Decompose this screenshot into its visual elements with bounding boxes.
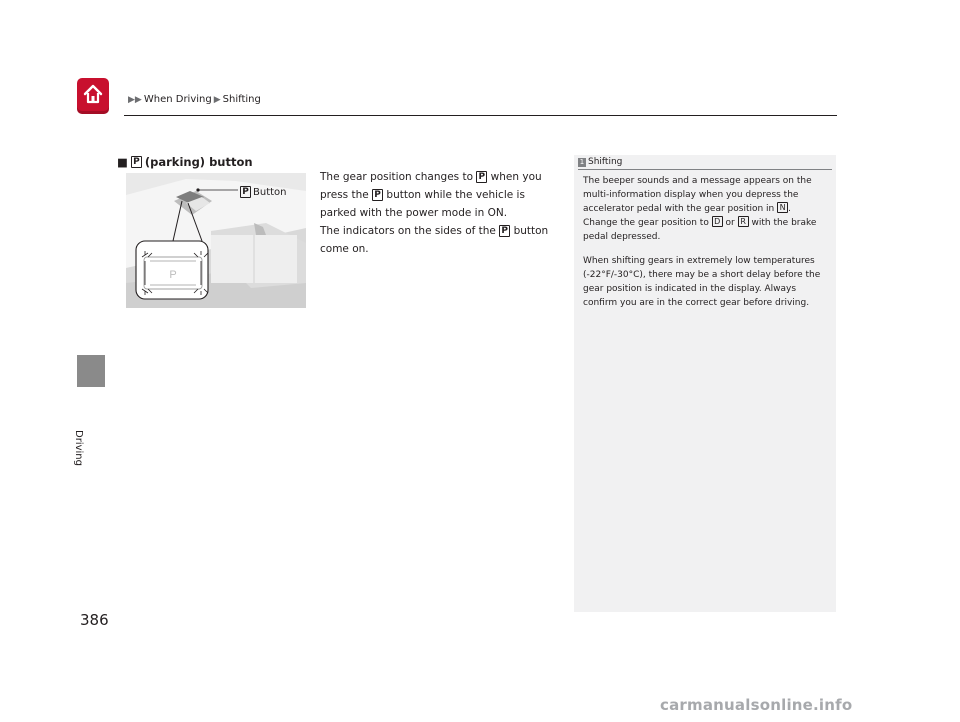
square-bullet-icon: ■ — [117, 155, 128, 169]
note-text-run: with the brake pedal depressed. — [583, 218, 817, 242]
header-divider — [124, 115, 837, 116]
note-body — [583, 174, 828, 320]
note-title-text: Shifting — [588, 157, 623, 167]
callout-text: Button — [253, 186, 287, 198]
breadcrumb-link-shifting[interactable]: Shifting — [222, 94, 261, 105]
breadcrumb-arrow-icon: ▶▶ — [128, 94, 142, 105]
body-text-run: press the — [320, 189, 373, 201]
n-key-glyph: N — [777, 202, 788, 213]
body-line — [320, 168, 560, 186]
section-tab-label: Driving — [73, 430, 84, 466]
body-line — [320, 186, 560, 204]
r-key-glyph: R — [738, 216, 749, 227]
body-text-run: button — [510, 225, 549, 237]
section-heading-text: (parking) button — [144, 155, 253, 169]
note-paragraph: When shifting gears in extremely low temperatures (-22°F/-30°C), there may be a short delay before the gear position is indicated in the display. Always confirm you are in the correct gear before driving. — [583, 256, 821, 308]
p-key-glyph: P — [240, 186, 251, 198]
p-key-glyph: P — [499, 225, 510, 237]
body-text-run: The indicators on the sides of the — [320, 225, 500, 237]
body-line: parked with the power mode in ON. — [320, 207, 508, 219]
p-key-glyph: P — [131, 156, 142, 168]
body-paragraph — [320, 168, 560, 258]
home-icon — [82, 83, 104, 105]
note-title — [578, 157, 622, 167]
page-number: 386 — [80, 611, 109, 629]
note-text-run: . Change the gear position to — [583, 204, 791, 228]
breadcrumb — [128, 94, 261, 105]
body-text-run: The gear position changes to — [320, 171, 477, 183]
note-paragraph — [583, 174, 828, 244]
p-indicator-letter: P — [169, 269, 177, 281]
d-key-glyph: D — [712, 216, 723, 227]
body-line — [320, 222, 560, 240]
watermark: carmanualsonline.info — [660, 696, 853, 714]
breadcrumb-arrow-icon: ▶ — [213, 94, 221, 105]
p-key-glyph: P — [372, 189, 383, 201]
breadcrumb-link-when-driving[interactable]: When Driving — [143, 94, 212, 105]
note-number-badge: 1 — [579, 157, 585, 166]
section-heading — [117, 155, 253, 169]
note-text-run: The beeper sounds and a message appears on the multi-information display when you depress the accelerator pedal with the gear position in — [583, 176, 812, 214]
note-divider — [578, 169, 832, 170]
body-text-run: button while the vehicle is — [383, 189, 525, 201]
body-line: come on. — [320, 243, 369, 255]
figure-callout — [240, 186, 287, 198]
p-key-glyph: P — [476, 171, 487, 183]
note-text-run: or — [722, 218, 738, 228]
body-text-run: when you — [487, 171, 542, 183]
home-button[interactable] — [77, 78, 109, 114]
section-tab-marker — [77, 355, 105, 387]
